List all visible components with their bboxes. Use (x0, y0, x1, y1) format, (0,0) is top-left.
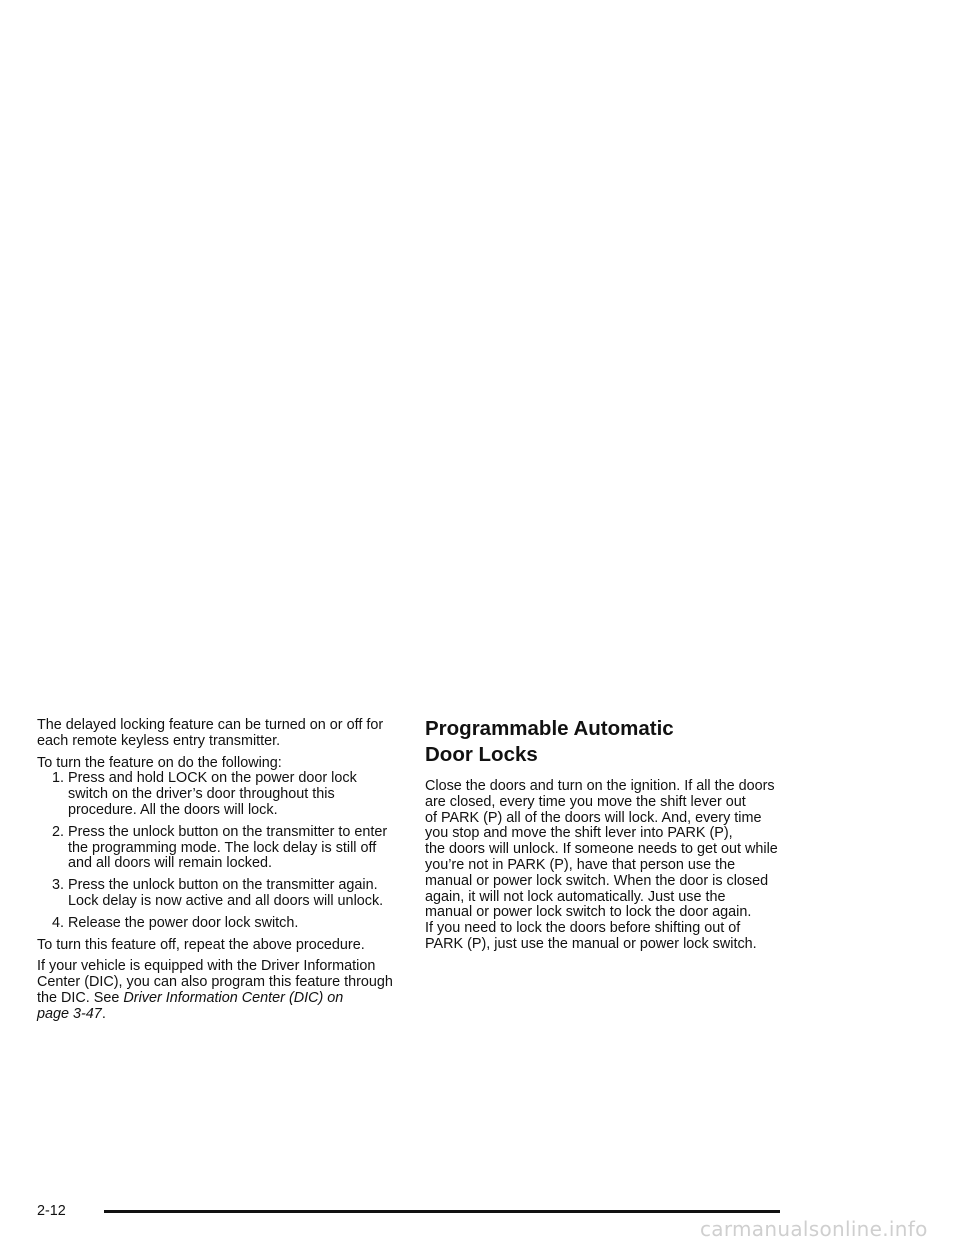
instruction-lead: To turn the feature on do the following: (37, 754, 282, 771)
turn-off-paragraph: To turn this feature off, repeat the above procedure. (37, 936, 365, 953)
right-column (425, 718, 785, 953)
dic-reference-page[interactable]: page 3-47 (37, 1005, 102, 1022)
intro-line: each remote keyless entry transmitter. (37, 732, 281, 749)
step-3 (37, 878, 397, 910)
step-2 (37, 825, 397, 872)
programmable-locks-paragraph: Close the doors and turn on the ignition. If all the doors are closed, every time you move the shift lever out of PARK (P) all of the doors will lock. And, every time you stop and move the shift lever into PARK (P), the doors will unlock. If someone needs to get out while you’re not in PARK (P), have that person use the manual or power lock switch. When the door is closed again, it will not lock automatically. Just use the manual or power lock switch to lock the door again. If you need to lock the doors before shifting out of PARK (P), just use the manual or power lock switch. (425, 778, 778, 952)
left-column (37, 718, 397, 1029)
intro-line: The delayed locking feature can be turned on or off for (37, 717, 384, 733)
step-text: Press the unlock button on the transmitter again. Lock delay is now active and all doors will unlock. (68, 877, 384, 909)
step-number: 2. (51, 823, 64, 840)
watermark: carmanualsonline.info (700, 1217, 928, 1241)
step-number: 1. (51, 770, 64, 787)
page-number: 2-12 (37, 1203, 66, 1219)
step-1 (37, 771, 397, 818)
step-number: 4. (51, 914, 64, 931)
footer-divider (104, 1210, 780, 1213)
dic-reference-link[interactable]: Driver Information Center (DIC) on (123, 989, 344, 1006)
intro-paragraph (37, 718, 397, 750)
step-number: 3. (51, 877, 64, 894)
step-4 (37, 916, 397, 932)
section-heading: Programmable Automatic Door Locks (425, 717, 674, 766)
step-text: Release the power door lock switch. (68, 914, 299, 931)
step-text: Press the unlock button on the transmitter to enter the programming mode. The lock delay is still off and all doors will remain locked. (68, 823, 388, 872)
step-text: Press and hold LOCK on the power door lock switch on the driver’s door throughout this procedure. All the doors will lock. (68, 770, 357, 818)
dic-paragraph: If your vehicle is equipped with the Driver Information Center (DIC), you can also program this feature through the DIC. See Driver Information Center (DIC) on page 3-47. (37, 958, 393, 1022)
